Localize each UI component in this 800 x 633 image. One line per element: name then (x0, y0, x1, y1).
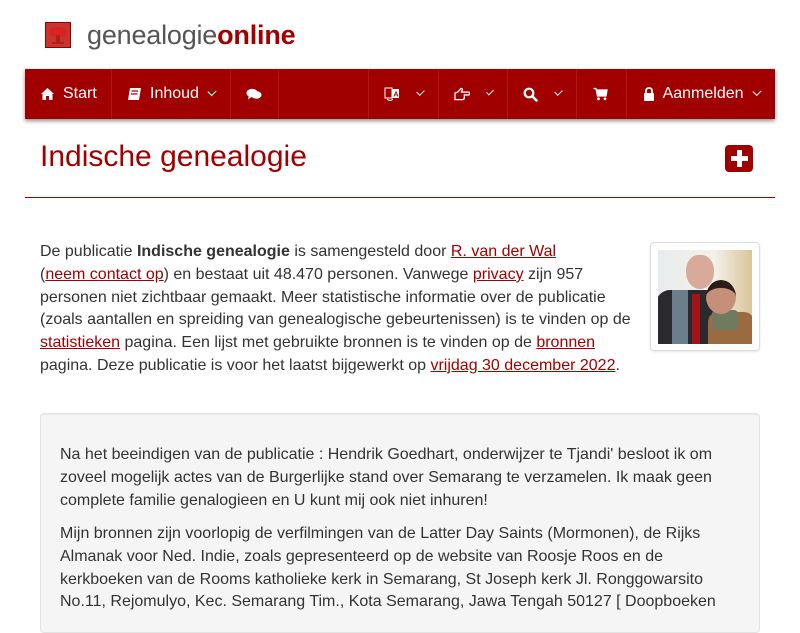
publication-name: Indische genealogie (136, 243, 290, 260)
logo-text-part1: genealogie (87, 19, 218, 50)
nav-actions[interactable] (439, 69, 508, 119)
home-icon (40, 86, 55, 102)
chevron-down-icon (554, 87, 562, 95)
chevron-down-icon (207, 87, 216, 96)
nav-search[interactable] (508, 69, 577, 119)
logo-text-part2: online (217, 19, 296, 50)
book-icon (127, 86, 142, 102)
search-icon (523, 86, 538, 102)
page-title: Indische genealogie (40, 140, 307, 173)
language-icon (384, 86, 400, 102)
nav-start-label: Start (63, 85, 97, 102)
comments-icon (246, 86, 262, 102)
nav-spacer (279, 69, 369, 119)
tree-logo-icon (45, 22, 71, 48)
nav-inhoud-label: Inhoud (150, 85, 199, 102)
nav-language[interactable] (369, 69, 439, 119)
cart-icon (592, 86, 608, 102)
description-paragraph: Mijn bronnen zijn voorlopig de verfilmingen van de Latter Day Saints (Mormonen), de Rijks Almanak voor Ned. Indie, zoals gepresenteerd op de website van Roosje Roos en de kerkboeken van de Rooms katholieke kerk in Semarang, St Joseph kerk Jl. Ronggowarsito No.11, Rejomulyo, Kec. Semarang Tim., Kota Semarang, Jawa Tengah 50127 [ Doopboeken (60, 525, 716, 611)
author-photo (658, 250, 752, 344)
publication-description (40, 413, 760, 633)
chevron-down-icon (416, 87, 424, 95)
chevron-down-icon (486, 87, 494, 95)
description-paragraph: Na het beeindigen van de publicatie : Hendrik Goedhart, onderwijzer te Tjandi' besloot ik om zoveel mogelijk actes van de Burgerlijke stand over Semarang te verzamelen. Ik maak geen complete familie genalogieen en U kunt mij ook niet inhuren! (60, 446, 713, 509)
nav-start[interactable] (25, 69, 112, 119)
svg-text:A: A (393, 91, 399, 99)
nav-inhoud[interactable] (112, 69, 231, 119)
chevron-down-icon (752, 86, 762, 96)
statistics-link[interactable]: statistieken (40, 334, 121, 352)
hand-pointer-icon (454, 86, 470, 102)
last-updated-link[interactable]: vrijdag 30 december 2022 (430, 356, 616, 374)
privacy-link[interactable]: privacy (472, 265, 524, 283)
logo-text (87, 20, 295, 51)
author-photo-thumbnail[interactable] (650, 242, 760, 351)
nav-login-label: Aanmelden (662, 85, 744, 102)
author-link[interactable]: R. van der Wal (450, 243, 557, 260)
main-navbar (25, 69, 775, 119)
nav-login[interactable] (627, 69, 775, 119)
contact-link[interactable]: neem contact op (45, 265, 164, 283)
site-logo[interactable] (45, 20, 295, 50)
nav-cart[interactable] (577, 69, 627, 119)
sources-link[interactable]: bronnen (536, 334, 596, 352)
publication-intro: De publicatie Indische genealogie is samengesteld door R. van der Wal (neem contact op) en bestaat uit 48.470 personen. Vanwege privacy zijn 957 personen niet zichtbaar gemaakt. Meer statistische informatie over de publicatie (zoals aantallen en spreiding van genealogische gebeurtenissen) is te vinden op de statistieken pagina. Een lijst met gebruikte bronnen is te vinden op de bronnen pagina. Deze publicatie is voor het laatst bijgewerkt op vrijdag 30 december 2022. (40, 243, 631, 374)
nav-forum[interactable] (231, 69, 279, 119)
add-plus-button[interactable] (725, 145, 753, 172)
title-divider (25, 197, 775, 198)
lock-icon (642, 86, 657, 102)
